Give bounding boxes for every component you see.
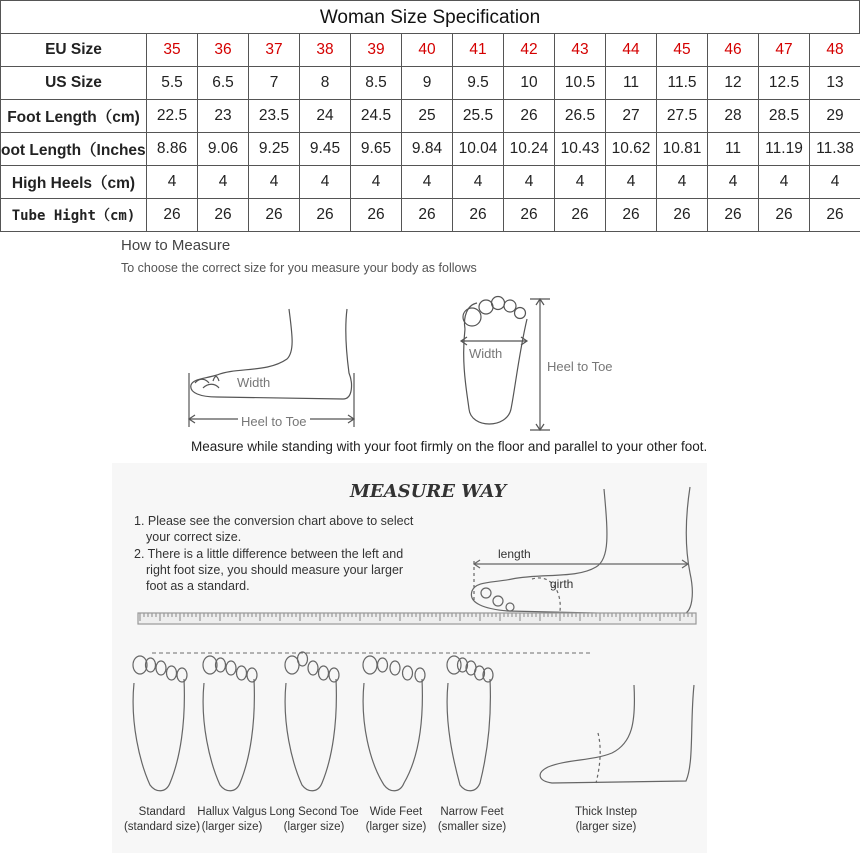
size-cell: 43 bbox=[555, 34, 606, 67]
size-cell: 10.5 bbox=[555, 67, 606, 100]
size-cell: 4 bbox=[657, 166, 708, 199]
size-cell: 42 bbox=[504, 34, 555, 67]
row-label: High Heels（cm) bbox=[1, 166, 147, 199]
size-cell: 23 bbox=[198, 100, 249, 133]
instruction-1: 1. Please see the conversion chart above to select your correct size. bbox=[134, 514, 414, 544]
foot-type-name: Standard bbox=[138, 806, 186, 818]
row-label: Tube Hight（cm) bbox=[1, 199, 147, 232]
size-cell: 28 bbox=[708, 100, 759, 133]
size-cell: 27 bbox=[606, 100, 657, 133]
size-cell: 44 bbox=[606, 34, 657, 67]
foot-type-name: Long Second Toe bbox=[269, 806, 359, 818]
size-cell: 4 bbox=[249, 166, 300, 199]
size-cell: 26 bbox=[606, 199, 657, 232]
measure-way-title: MEASURE WAY bbox=[350, 481, 507, 502]
size-cell: 26 bbox=[453, 199, 504, 232]
size-cell: 9.65 bbox=[351, 133, 402, 166]
size-cell: 5.5 bbox=[147, 67, 198, 100]
table-row bbox=[1, 34, 860, 67]
size-cell: 26 bbox=[402, 199, 453, 232]
top-width-label: Width bbox=[469, 346, 503, 361]
size-cell: 28.5 bbox=[759, 100, 810, 133]
size-cell: 29 bbox=[810, 100, 860, 133]
size-cell: 11 bbox=[606, 67, 657, 100]
foot-type-name: Hallux Valgus bbox=[197, 806, 267, 818]
size-cell: 25 bbox=[402, 100, 453, 133]
size-cell: 4 bbox=[606, 166, 657, 199]
size-cell: 24 bbox=[300, 100, 351, 133]
instruction-2: 2. There is a little difference between the left and right foot size, you should measure your larger foot as a standard. bbox=[134, 547, 404, 593]
size-cell: 4 bbox=[810, 166, 860, 199]
size-grid bbox=[0, 33, 860, 232]
size-cell: 9.5 bbox=[453, 67, 504, 100]
size-cell: 35 bbox=[147, 34, 198, 67]
size-cell: 4 bbox=[708, 166, 759, 199]
size-cell: 7 bbox=[249, 67, 300, 100]
size-cell: 12 bbox=[708, 67, 759, 100]
size-cell: 9 bbox=[402, 67, 453, 100]
size-cell: 12.5 bbox=[759, 67, 810, 100]
size-cell: 11 bbox=[708, 133, 759, 166]
size-cell: 9.84 bbox=[402, 133, 453, 166]
row-label: oot Length（Inches bbox=[1, 133, 147, 166]
size-cell: 4 bbox=[453, 166, 504, 199]
foot-outline-icon bbox=[285, 652, 339, 791]
foot-type-note: (larger size) bbox=[201, 821, 263, 833]
size-grid-body bbox=[1, 34, 860, 232]
foot-type-note: (larger size) bbox=[575, 821, 637, 833]
size-cell: 26.5 bbox=[555, 100, 606, 133]
size-cell: 47 bbox=[759, 34, 810, 67]
size-cell: 10 bbox=[504, 67, 555, 100]
side-heel-to-toe-label: Heel to Toe bbox=[238, 414, 310, 429]
size-cell: 6.5 bbox=[198, 67, 249, 100]
size-cell: 26 bbox=[147, 199, 198, 232]
how-note: Measure while standing with your foot firmly on the floor and parallel to your other foot. bbox=[191, 439, 708, 454]
how-subtitle: To choose the correct size for you measure your body as follows bbox=[121, 261, 477, 275]
size-cell: 10.62 bbox=[606, 133, 657, 166]
foot-type-note: (larger size) bbox=[283, 821, 345, 833]
size-cell: 23.5 bbox=[249, 100, 300, 133]
girth-label: girth bbox=[550, 577, 574, 591]
foot-outline-icon bbox=[133, 656, 187, 791]
size-cell: 8 bbox=[300, 67, 351, 100]
foot-outline-icon bbox=[363, 656, 425, 791]
size-cell: 9.45 bbox=[300, 133, 351, 166]
size-cell: 11.38 bbox=[810, 133, 860, 166]
size-cell: 41 bbox=[453, 34, 504, 67]
row-label: US Size bbox=[1, 67, 147, 100]
size-cell: 9.25 bbox=[249, 133, 300, 166]
how-to-measure-section bbox=[117, 233, 737, 463]
size-cell: 4 bbox=[504, 166, 555, 199]
size-cell: 26 bbox=[555, 199, 606, 232]
size-cell: 26 bbox=[351, 199, 402, 232]
size-cell: 36 bbox=[198, 34, 249, 67]
size-cell: 45 bbox=[657, 34, 708, 67]
size-cell: 26 bbox=[759, 199, 810, 232]
size-cell: 38 bbox=[300, 34, 351, 67]
size-cell: 4 bbox=[198, 166, 249, 199]
size-cell: 27.5 bbox=[657, 100, 708, 133]
size-cell: 4 bbox=[351, 166, 402, 199]
top-heel-to-toe-label: Heel to Toe bbox=[547, 359, 613, 374]
size-cell: 8.86 bbox=[147, 133, 198, 166]
size-cell: 11.19 bbox=[759, 133, 810, 166]
size-cell: 4 bbox=[759, 166, 810, 199]
size-cell: 26 bbox=[657, 199, 708, 232]
size-cell: 10.04 bbox=[453, 133, 504, 166]
foot-outline-icon bbox=[203, 656, 257, 791]
foot-type-name: Narrow Feet bbox=[440, 806, 504, 818]
side-width-label: Width bbox=[237, 375, 271, 390]
size-cell: 26 bbox=[708, 199, 759, 232]
size-cell: 9.06 bbox=[198, 133, 249, 166]
foot-outline-icon bbox=[447, 656, 493, 791]
size-cell: 26 bbox=[249, 199, 300, 232]
foot-type-caption bbox=[558, 805, 654, 835]
table-row bbox=[1, 133, 860, 166]
foot-type-name: Thick Instep bbox=[575, 806, 637, 818]
size-cell: 46 bbox=[708, 34, 759, 67]
size-cell: 26 bbox=[300, 199, 351, 232]
size-cell: 37 bbox=[249, 34, 300, 67]
size-cell: 39 bbox=[351, 34, 402, 67]
measure-illustrations bbox=[112, 463, 707, 853]
row-label: Foot Length（cm) bbox=[1, 100, 147, 133]
size-cell: 4 bbox=[402, 166, 453, 199]
size-cell: 25.5 bbox=[453, 100, 504, 133]
foot-type-name: Wide Feet bbox=[369, 806, 423, 818]
size-cell: 40 bbox=[402, 34, 453, 67]
side-foot-illustration bbox=[117, 233, 737, 433]
size-cell: 10.43 bbox=[555, 133, 606, 166]
size-cell: 22.5 bbox=[147, 100, 198, 133]
table-title: Woman Size Specification bbox=[0, 0, 860, 33]
foot-type-caption bbox=[424, 805, 520, 835]
foot-type-note: (standard size) bbox=[123, 821, 201, 833]
foot-type-note: (smaller size) bbox=[437, 821, 507, 833]
size-cell: 11.5 bbox=[657, 67, 708, 100]
size-table bbox=[0, 0, 860, 233]
size-cell: 13 bbox=[810, 67, 860, 100]
size-cell: 4 bbox=[147, 166, 198, 199]
length-label: length bbox=[498, 547, 531, 561]
size-cell: 26 bbox=[810, 199, 860, 232]
size-cell: 26 bbox=[504, 199, 555, 232]
measure-way-section bbox=[112, 463, 707, 853]
size-cell: 10.24 bbox=[504, 133, 555, 166]
row-label: EU Size bbox=[1, 34, 147, 67]
size-cell: 26 bbox=[198, 199, 249, 232]
table-row bbox=[1, 166, 860, 199]
size-cell: 4 bbox=[555, 166, 606, 199]
size-cell: 4 bbox=[300, 166, 351, 199]
size-cell: 26 bbox=[504, 100, 555, 133]
how-title: How to Measure bbox=[121, 237, 231, 254]
table-row bbox=[1, 67, 860, 100]
size-cell: 24.5 bbox=[351, 100, 402, 133]
table-row bbox=[1, 100, 860, 133]
table-row bbox=[1, 199, 860, 232]
size-cell: 8.5 bbox=[351, 67, 402, 100]
size-cell: 10.81 bbox=[657, 133, 708, 166]
foot-type-note: (larger size) bbox=[365, 821, 427, 833]
size-cell: 48 bbox=[810, 34, 860, 67]
thick-instep-foot-icon bbox=[540, 685, 694, 783]
